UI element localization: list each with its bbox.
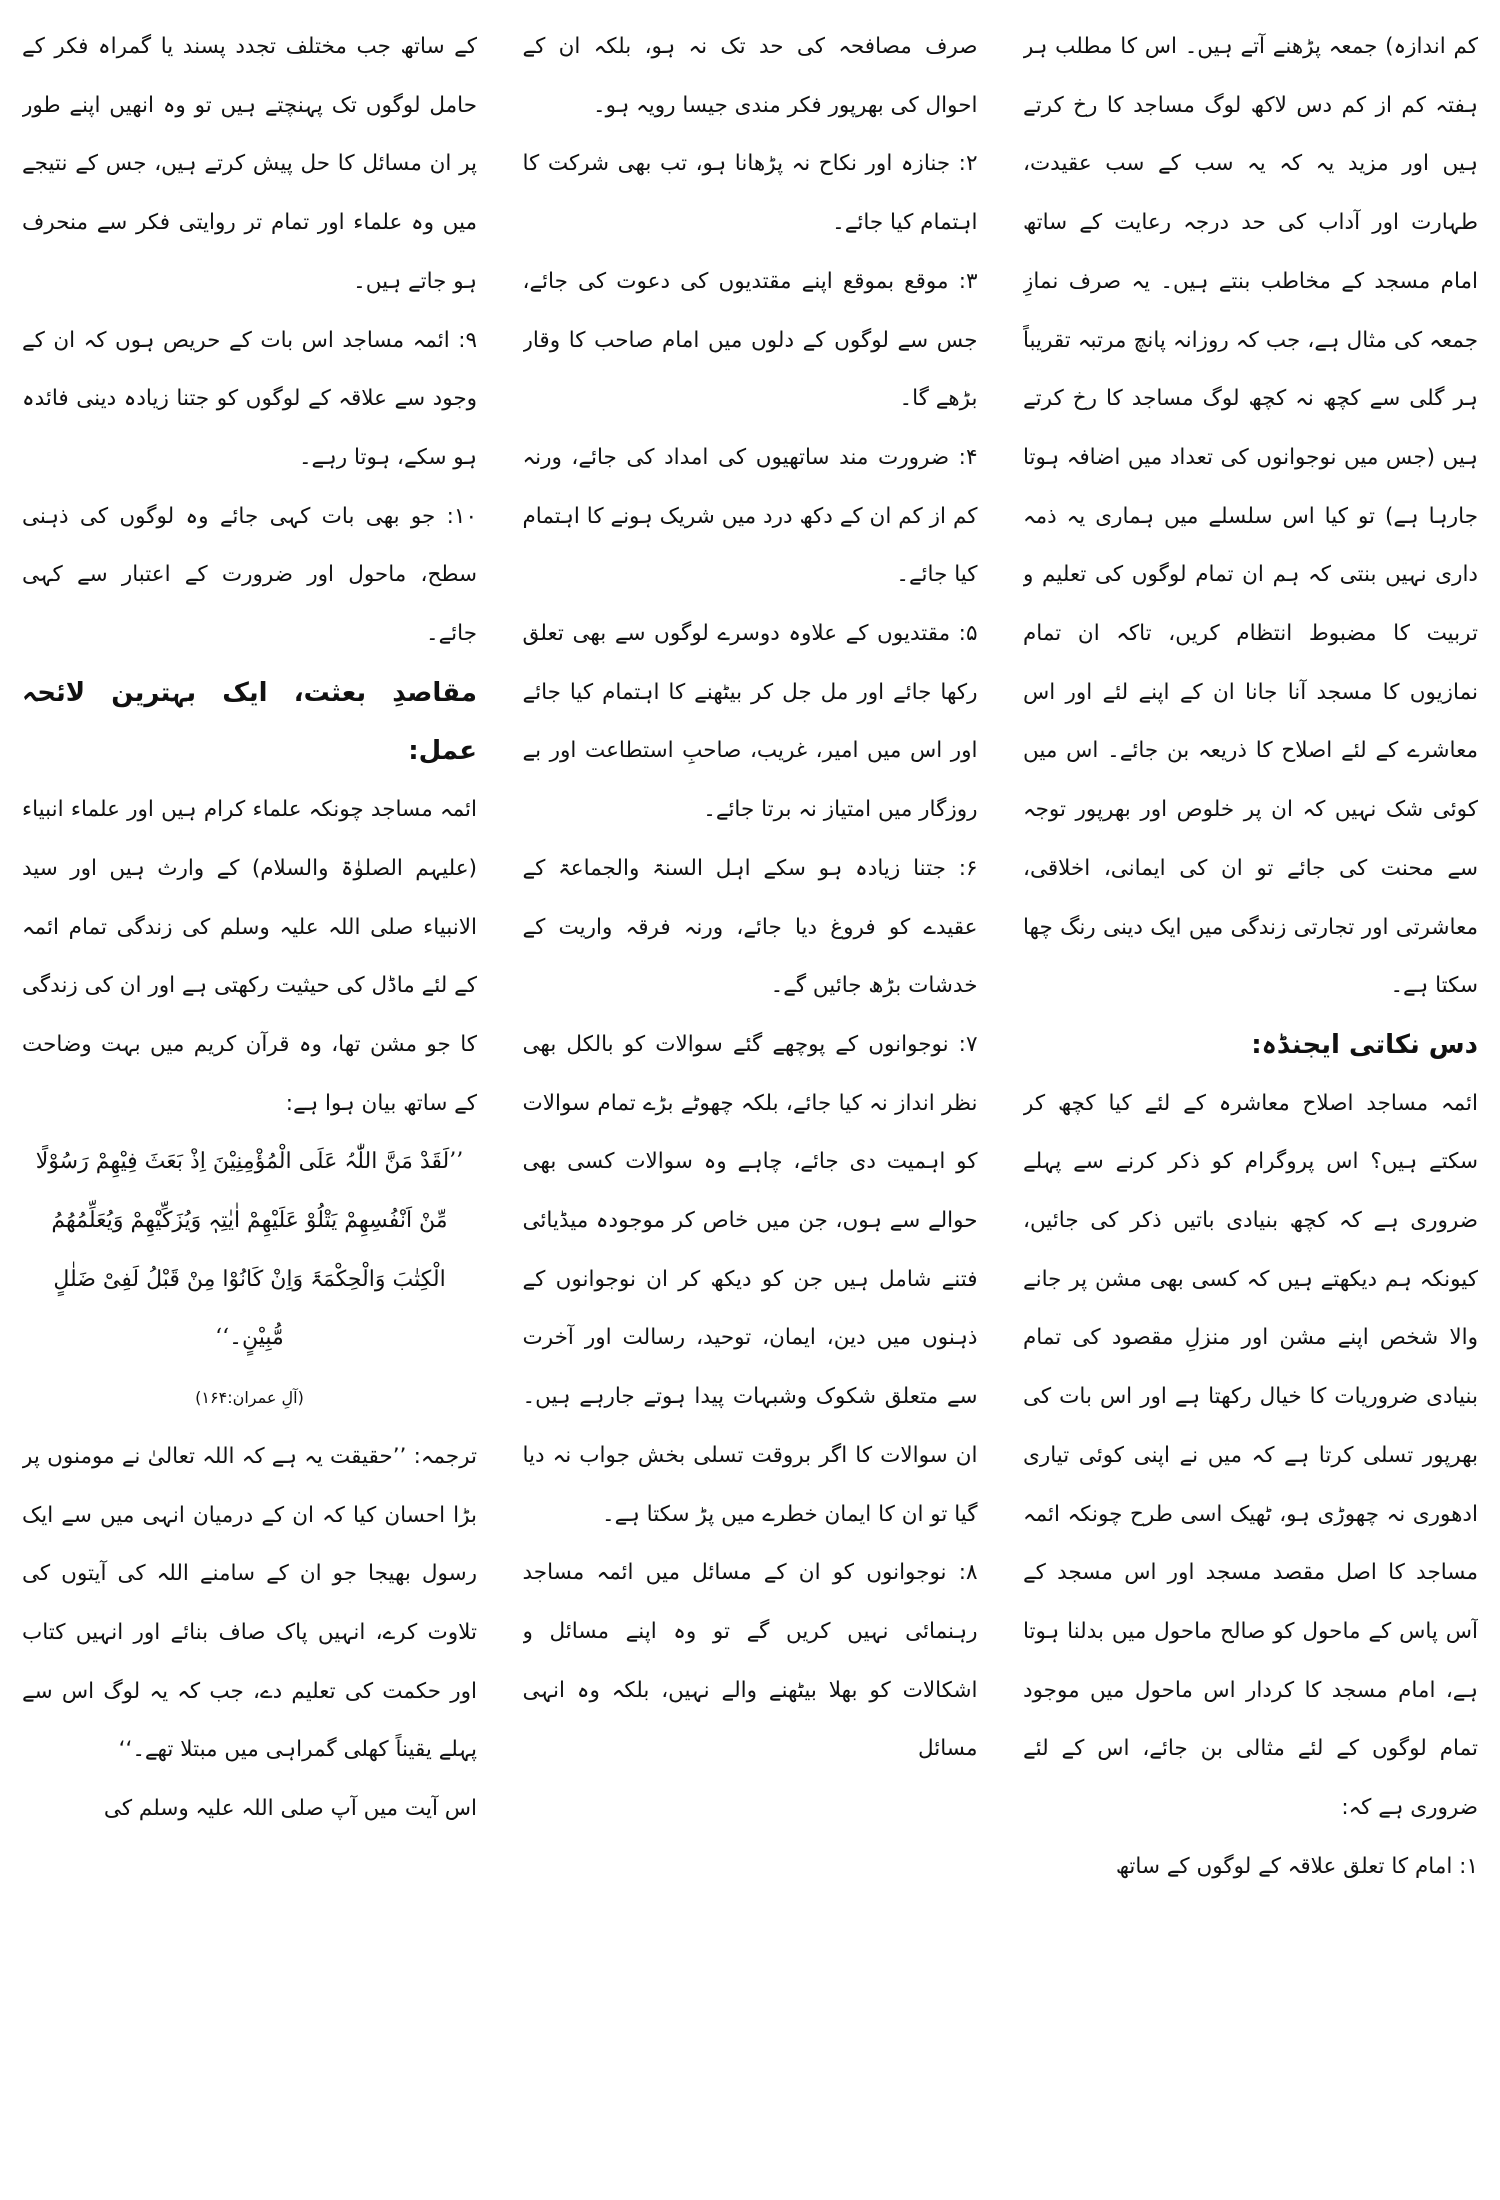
verse-reference <box>22 1368 477 1428</box>
list-item: ۱۰: جو بھی بات کہی جائے وہ لوگوں کی ذہنی سطح، ماحول اور ضرورت کے اعتبار سے کہی جائے۔ <box>22 503 477 647</box>
list-item: ۵: مقتدیوں کے علاوہ دوسرے لوگوں سے بھی تعلق رکھا جائے اور مل جل کر بیٹھنے کا اہتمام کیا جائے اور اس میں امیر، غریب، صاحبِ استطاعت اور بے روزگار میں امتیاز نہ برتا جائے۔ <box>522 621 978 823</box>
article-page <box>22 18 1478 2182</box>
text-column-left <box>22 18 477 2182</box>
list-item: ۴: ضرورت مند ساتھیوں کی امداد کی جائے، ورنہ کم از کم ان کے دکھ درد میں شریک ہونے کا اہتمام کیا جائے۔ <box>522 444 978 588</box>
text-column-middle <box>523 18 978 2182</box>
paragraph: کے ساتھ جب مختلف تجدد پسند یا گمراہ فکر کے حامل لوگوں تک پہنچتے ہیں تو وہ انھیں اپنے طور پر ان مسائل کا حل پیش کرتے ہیں، جس کے نتیجے میں وہ علماء اور تمام تر روایتی فکر سے منحرف ہو جاتے ہیں۔ <box>22 34 477 294</box>
list-item: ۳: موقع بموقع اپنے مقتدیوں کی دعوت کی جائے، جس سے لوگوں کے دلوں میں امام صاحب کا وقار بڑھے گا۔ <box>522 268 978 412</box>
list-item: ۸: نوجوانوں کو ان کے مسائل میں ائمہ مساجد رہنمائی نہیں کریں گے تو وہ اپنے مسائل و اشکالات کو بھلا بیٹھنے والے نہیں، بلکہ وہ انہی مسائل <box>522 1560 978 1762</box>
list-item: صرف مصافحہ کی حد تک نہ ہو، بلکہ ان کے احوال کی بھرپور فکر مندی جیسا رویہ ہو۔ <box>522 34 978 118</box>
paragraph: ائمہ مساجد اصلاح معاشرہ کے لئے کیا کچھ کر سکتے ہیں؟ اس پروگرام کو ذکر کرنے سے پہلے ضروری ہے کہ کچھ بنیادی باتیں ذکر کی جائیں، کیونکہ ہم دیکھتے ہیں کہ کسی بھی مشن پر جانے والا شخص اپنے مشن اور منزلِ مقصود کی تمام بنیادی ضروریات کا خیال رکھتا ہے اور اس بات کی بھرپور تسلی کرتا ہے کہ میں نے اپنی کوئی تیاری ادھوری نہ چھوڑی ہو، ٹھیک اسی طرح چونکہ ائمہ مساجد کا اصل مقصد مسجد اور اس مسجد کے آس پاس کے ماحول کو صالح ماحول میں بدلنا ہوتا ہے، امام مسجد کا کردار اس ماحول میں موجود تمام لوگوں کے لئے مثالی بن جائے، اس کے لئے ضروری ہے کہ: <box>1023 1090 1478 1821</box>
quran-verse: ’’لَقَدْ مَنَّ اللّٰہُ عَلَی الْمُؤْمِنِیْنَ اِذْ بَعَثَ فِیْھِمْ رَسُوْلًا مِّنْ اَنْفُسِھِمْ یَتْلُوْ عَلَیْھِمْ اٰیٰتِہٖ وَیُزَکِّیْھِمْ وَیُعَلِّمُھُمُ الْکِتٰبَ وَالْحِکْمَۃَ وَاِنْ کَانُوْا مِنْ قَبْلُ لَفِیْ ضَلٰلٍ مُّبِیْنٍ۔‘‘ <box>35 1149 464 1351</box>
paragraph: ائمہ مساجد چونکہ علماء کرام ہیں اور علماء انبیاء (علیہم الصلوٰۃ والسلام) کے وارث ہیں اور سید الانبیاء صلی اللہ علیہ وسلم کی زندگی تمام ائمہ کے لئے ماڈل کی حیثیت رکھتی ہے اور ان کی زندگی کا جو مشن تھا، وہ قرآن کریم میں بہت وضاحت کے ساتھ بیان ہوا ہے: <box>22 797 477 1116</box>
list-item: ۶: جتنا زیادہ ہو سکے اہل السنۃ والجماعۃ کے عقیدے کو فروغ دیا جائے، ورنہ فرقہ واریت کے خدشات بڑھ جائیں گے۔ <box>522 855 978 999</box>
list-item: ۹: ائمہ مساجد اس بات کے حریص ہوں کہ ان کے وجود سے علاقہ کے لوگوں کو جتنا زیادہ دینی فائدہ ہو سکے، ہوتا رہے۔ <box>22 327 477 470</box>
section-heading-objectives: مقاصدِ بعثت، ایک بہترین لائحہ عمل: <box>22 677 477 767</box>
section-heading-agenda: دس نکاتی ایجنڈہ: <box>1251 1029 1478 1060</box>
paragraph: اس آیت میں آپ صلی اللہ علیہ وسلم کی <box>103 1796 477 1822</box>
list-item: ۱: امام کا تعلق علاقہ کے لوگوں کے ساتھ <box>1115 1853 1478 1879</box>
verse-reference-text: (آلِ عمران:۱۶۴) <box>195 1388 304 1408</box>
list-item: ۲: جنازہ اور نکاح نہ پڑھانا ہو، تب بھی شرکت کا اہتمام کیا جائے۔ <box>522 151 978 236</box>
paragraph: کم اندازہ) جمعہ پڑھنے آتے ہیں۔ اس کا مطلب ہر ہفتہ کم از کم دس لاکھ لوگ مساجد کا رخ کرتے ہیں اور مزید یہ کہ یہ سب کے سب عقیدت، طہارت اور آداب کی حد درجہ رعایت کے ساتھ امام مسجد کے مخاطب بنتے ہیں۔ یہ صرف نمازِ جمعہ کی مثال ہے، جب کہ روزانہ پانچ مرتبہ تقریباً ہر گلی سے کچھ نہ کچھ لوگ مساجد کا رخ کرتے ہیں (جس میں نوجوانوں کی تعداد میں اضافہ ہوتا جارہا ہے) تو کیا اس سلسلے میں ہماری یہ ذمہ داری نہیں بنتی کہ ہم ان تمام لوگوں کی تعلیم و تربیت کا مضبوط انتظام کریں، تاکہ ان تمام نمازیوں کا مسجد آنا جانا ان کے اپنے لئے اور اس معاشرے کے لئے اصلاح کا ذریعہ بن جائے۔ اس میں کوئی شک نہیں کہ ان پر خلوص اور بھرپور توجہ سے محنت کی جائے تو ان کی ایمانی، اخلاقی، معاشرتی اور تجارتی زندگی میں ایک دینی رنگ چھا سکتا ہے۔ <box>1023 34 1478 999</box>
verse-translation: ترجمہ: ’’حقیقت یہ ہے کہ اللہ تعالیٰ نے مومنوں پر بڑا احسان کیا کہ ان کے درمیان انہی میں سے ایک رسول بھیجا جو ان کے سامنے اللہ کی آیتوں کی تلاوت کرے، انہیں پاک صاف بنائے اور انہیں کتاب اور حکمت کی تعلیم دے، جب کہ یہ لوگ اس سے پہلے یقیناً کھلی گمراہی میں مبتلا تھے۔‘‘ <box>22 1443 477 1763</box>
list-item: ۷: نوجوانوں کے پوچھے گئے سوالات کو بالکل بھی نظر انداز نہ کیا جائے، بلکہ چھوٹے بڑے تمام سوالات کو اہمیت دی جائے، چاہے وہ سوالات کسی بھی حوالے سے ہوں، جن میں خاص کر موجودہ میڈیائی فتنے شامل ہیں جن کو دیکھ کر ان نوجوانوں کے ذہنوں میں دین، ایمان، توحید، رسالت اور آخرت سے متعلق شکوک وشبہات پیدا ہوتے جارہے ہیں۔ ان سوالات کا اگر بروقت تسلی بخش جواب نہ دیا گیا تو ان کا ایمان خطرے میں پڑ سکتا ہے۔ <box>522 1031 978 1527</box>
text-column-right <box>1023 18 1478 2182</box>
